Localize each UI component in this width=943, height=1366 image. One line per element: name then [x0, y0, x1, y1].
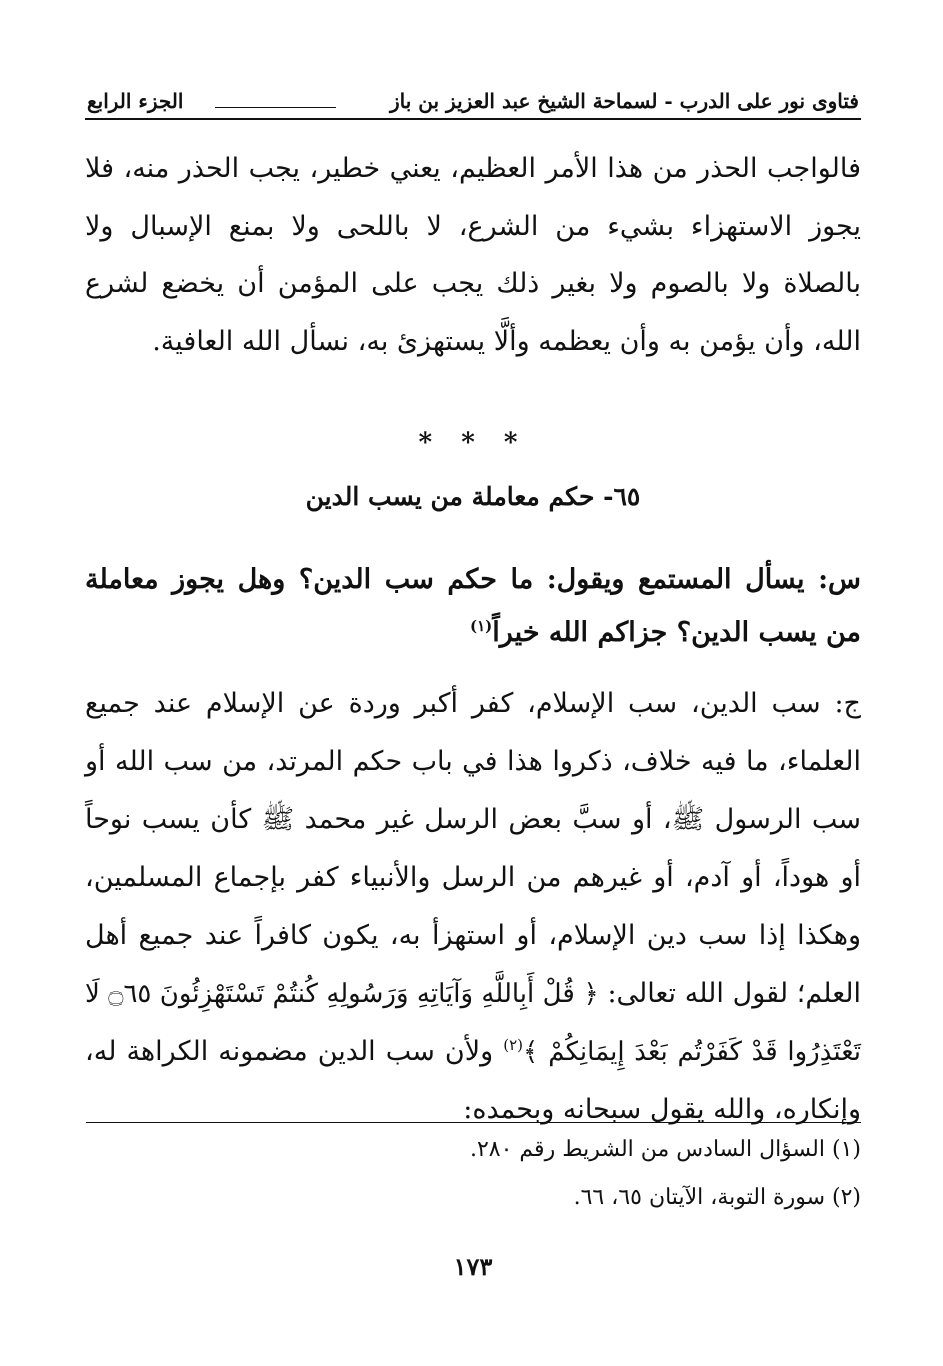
section-title: ٦٥- حكم معاملة من يسب الدين: [305, 482, 641, 511]
quran-close-bracket: ﴾: [522, 1037, 539, 1067]
running-header: [85, 84, 861, 120]
quran-open-bracket: ﴿: [583, 979, 599, 1009]
paragraph-1: فالواجب الحذر من هذا الأمر العظيم، يعني خطير، يجب الحذر منه، فلا يجوز الاستهزاء بشيء من الشرع، لا باللحى ولا بمنع الإسبال ولا بالصلاة ولا بالصوم ولا بغير ذلك يجب على المؤمن أن يخضع لشرع الله، وأن يؤمن به وأن يعظمه وألَّا يستهزئ به، نسأل الله العافية.: [85, 153, 861, 357]
book-page: [85, 0, 861, 1366]
footnote-1: (١) السؤال السادس من الشريط رقم ٢٨٠.: [469, 1137, 861, 1162]
footnote-rule: [86, 1122, 861, 1123]
footnote-2: (٢) سورة التوبة، الآيتان ٦٥، ٦٦.: [573, 1185, 861, 1210]
book-title: فتاوى نور على الدرب - لسماحة الشيخ عبد العزيز بن باز: [390, 89, 859, 113]
answer-text: ج: سب الدين، سب الإسلام، كفر أكبر وردة عن الإسلام عند جميع العلماء، ما فيه خلاف، ذكروا هذا في باب حكم المرتد، من سب الله أو سب الرسول ﷺ، أو سبَّ بعض الرسل غير محمد ﷺ كأن يسب نوحاً أو هوداً، أو آدم، أو غيرهم من الرسل والأنبياء كفر بإجماع المسلمين، وهكذا إذا سب دين الإسلام، أو استهزأ به، يكون كافراً عند جميع أهل العلم؛ لقول الله تعالى:: [85, 688, 861, 1009]
footnote-ref-2: (٢): [503, 1036, 523, 1054]
question-text: س: يسأل المستمع ويقول: ما حكم سب الدين؟ وهل يجوز معاملة من يسب الدين؟ جزاكم الله خيراً: [85, 564, 861, 648]
answer-continuation: ولأن سب الدين مضمونه الكراهة له، وإنكاره، والله يقول سبحانه وبحمده:: [85, 1036, 861, 1125]
volume-label: الجزء الرابع: [87, 89, 184, 113]
section-separator: * * *: [418, 428, 528, 458]
footnote-ref-1: (١): [470, 617, 493, 635]
answer-paragraph: [85, 675, 861, 1139]
question: [85, 553, 861, 659]
header-rule: [215, 107, 336, 108]
quran-verse: قُلْ أَبِاللَّهِ وَآيَاتِهِ وَرَسُولِهِ كُنتُمْ تَسْتَهْزِئُونَ ۝٦٥ لَا تَعْتَذِرُوا قَدْ كَفَرْتُم بَعْدَ إِيمَانِكُمْ: [85, 979, 861, 1067]
page-number: ١٧٣: [453, 1252, 493, 1281]
